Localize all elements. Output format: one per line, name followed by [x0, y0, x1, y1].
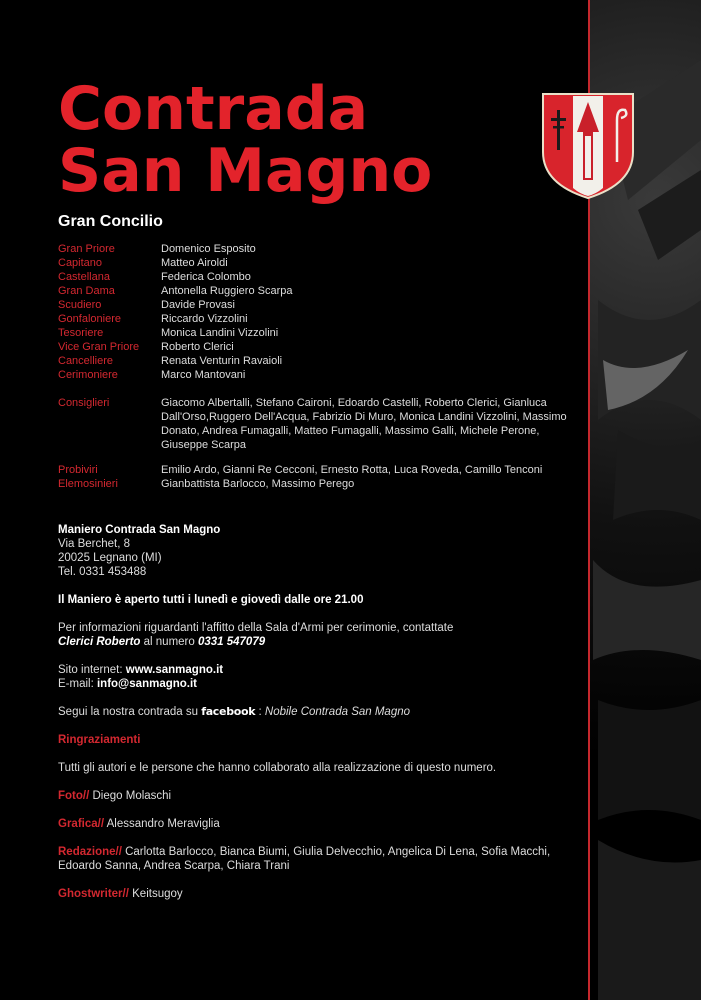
- role-value: Gianbattista Barlocco, Massimo Perego: [161, 478, 355, 490]
- role-value: Davide Provasi: [161, 299, 235, 311]
- role-label: Gran Dama: [58, 285, 115, 297]
- info-section: [58, 523, 578, 901]
- role-row: [58, 326, 578, 340]
- role-row: [58, 284, 578, 298]
- role-value: Matteo Airoldi: [161, 257, 228, 269]
- role-label: Cancelliere: [58, 355, 114, 367]
- contact-phone: 0331 547079: [197, 636, 266, 648]
- thanks-text: Tutti gli autori e le persone che hanno collaborato alla realizzazione di questo numero.: [58, 762, 497, 774]
- coat-of-arms-icon: [541, 92, 635, 200]
- social-line: [58, 705, 578, 719]
- role-label: Castellana: [58, 271, 110, 283]
- role-value: Roberto Clerici: [161, 341, 234, 353]
- role-value: Monica Landini Vizzolini: [161, 327, 279, 339]
- role-row: [58, 256, 578, 270]
- role-value: Renata Venturin Ravaioli: [161, 355, 283, 367]
- title-line-1: Contrada: [58, 74, 369, 144]
- role-label: Probiviri: [58, 464, 98, 476]
- role-label: Vice Gran Priore: [58, 341, 140, 353]
- title-line-2: San Magno: [58, 136, 433, 206]
- role-value: Riccardo Vizzolini: [161, 313, 248, 325]
- role-label: Scudiero: [58, 299, 102, 311]
- credit-line: [58, 887, 578, 901]
- role-row: [58, 477, 578, 491]
- role-label: Cerimoniere: [58, 369, 118, 381]
- credit-line: [58, 789, 578, 803]
- facebook-logo[interactable]: facebook: [201, 705, 256, 718]
- probiviri-block: [58, 463, 578, 491]
- site-label: Sito internet:: [58, 664, 126, 676]
- role-value: Marco Mantovani: [161, 369, 246, 381]
- role-value: Antonella Ruggiero Scarpa: [161, 285, 293, 297]
- thanks-heading: Ringraziamenti: [58, 734, 141, 746]
- maniero-street: Via Berchet, 8: [58, 538, 131, 550]
- credit-label: Redazione//: [58, 846, 122, 858]
- role-row: [58, 463, 578, 477]
- email-line: [58, 677, 578, 691]
- role-row: [58, 312, 578, 326]
- opening-hours: Il Maniero è aperto tutti i lunedì e giovedì dalle ore 21.00: [58, 594, 364, 606]
- email-link[interactable]: info@sanmagno.it: [96, 678, 198, 690]
- credit-value: Diego Molaschi: [89, 790, 172, 802]
- social-sep: :: [255, 706, 265, 718]
- credit-label: Ghostwriter//: [58, 888, 129, 900]
- credit-value: Keitsugoy: [128, 888, 183, 900]
- contact-name: Clerici Roberto: [58, 636, 141, 648]
- role-row: [58, 242, 578, 256]
- role-row: [58, 340, 578, 354]
- role-value: Emilio Ardo, Gianni Re Cecconi, Ernesto Rotta, Luca Roveda, Camillo Tenconi: [161, 464, 543, 476]
- website-line: [58, 663, 578, 677]
- contact-mid: al numero: [140, 636, 198, 648]
- social-prefix: Segui la nostra contrada su: [58, 706, 202, 718]
- consiglieri-block: [58, 396, 578, 452]
- roles-list: [58, 242, 578, 382]
- maniero-tel: Tel. 0331 453488: [58, 566, 147, 578]
- credit-label: Grafica//: [58, 818, 105, 830]
- maniero-name: Maniero Contrada San Magno: [58, 524, 221, 536]
- maniero-city: 20025 Legnano (MI): [58, 552, 162, 564]
- credit-value: Alessandro Meraviglia: [104, 818, 220, 830]
- role-label: Gonfaloniere: [58, 313, 121, 325]
- role-row: [58, 298, 578, 312]
- credit-line: [58, 845, 578, 873]
- role-label: Capitano: [58, 257, 103, 269]
- info-text: Per informazioni riguardanti l'affitto della Sala d'Armi per cerimonie, contattate: [58, 622, 454, 634]
- role-value: Domenico Esposito: [161, 243, 256, 255]
- role-value: Federica Colombo: [161, 271, 251, 283]
- email-label: E-mail:: [58, 678, 97, 690]
- role-row: [58, 368, 578, 382]
- website-link[interactable]: www.sanmagno.it: [125, 664, 224, 676]
- role-label: Tesoriere: [58, 327, 104, 339]
- credit-label: Foto//: [58, 790, 90, 802]
- credit-line: [58, 817, 578, 831]
- role-row: [58, 396, 578, 452]
- role-row: [58, 270, 578, 284]
- section-subtitle: Gran Concilio: [58, 213, 163, 230]
- role-label: Consiglieri: [58, 397, 110, 409]
- page-title: [58, 74, 433, 206]
- role-row: [58, 354, 578, 368]
- social-page[interactable]: Nobile Contrada San Magno: [264, 706, 411, 718]
- role-value: Giacomo Albertalli, Stefano Caironi, Edoardo Castelli, Roberto Clerici, Gianluca Dall'Orso,Ruggero Dell'Acqua, Fabrizio Di Muro, Monica Landini Vizzolini, Massimo Donato, Andrea Fumagalli, Matteo Fumagalli, Massimo Galli, Michele Perone, Giuseppe Scarpa: [161, 397, 567, 451]
- credit-value: Carlotta Barlocco, Bianca Biumi, Giulia Delvecchio, Angelica Di Lena, Sofia Macchi, Edoardo Sanna, Andrea Scarpa, Chiara Trani: [58, 846, 551, 872]
- role-label: Gran Priore: [58, 243, 115, 255]
- role-label: Elemosinieri: [58, 478, 118, 490]
- contact-line: [58, 635, 578, 649]
